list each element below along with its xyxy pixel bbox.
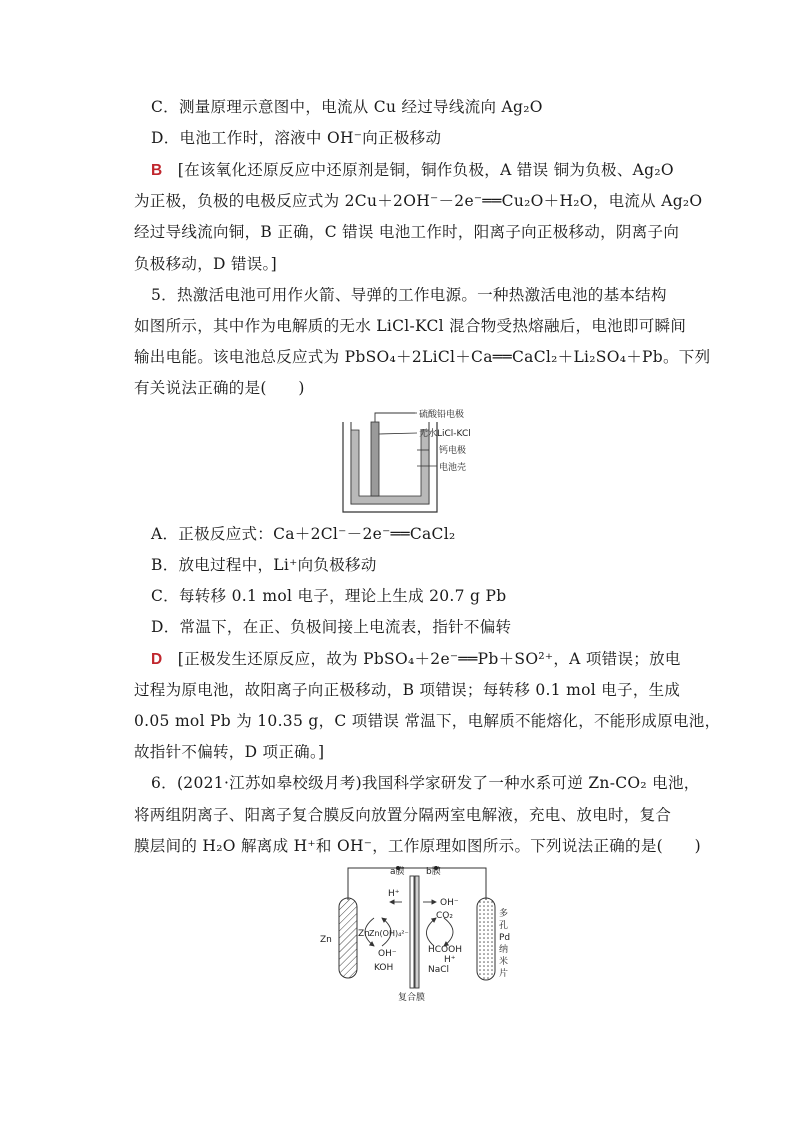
b-membrane [415, 876, 419, 988]
label-koh: KOH [374, 963, 394, 973]
label-b-membrane: b膜 [426, 867, 441, 877]
q5-answer-line-1 [151, 649, 681, 670]
q4-explanation-line: 为正极，负极的电极反应式为 2Cu＋2OH⁻－2e⁻══Cu₂O＋H₂O，电流从 Ag₂O [134, 192, 703, 210]
q5-explanation-line: 过程为原电池，故阳离子向正极移动，B 项错误；每转移 0.1 mol 电子，生成 [134, 681, 681, 699]
q4-explanation-line: [在该氧化还原反应中还原剂是铜，铜作负极，A 错误 铜为负极、Ag₂O [177, 161, 674, 179]
label-zn-pair: Zn [358, 929, 370, 939]
q4-explanation-line: 负极移动，D 错误。] [134, 255, 277, 273]
q4-answer-line-1 [151, 160, 674, 181]
electrode-lead-wire [375, 413, 415, 422]
q6-stem-line: 将两组阴离子、阳离子复合膜反向放置分隔两室电解液，充电、放电时，复合 [134, 806, 672, 824]
pd-electrode [477, 898, 495, 980]
q5-explanation-line: [正极发生还原反应，故为 PbSO₄＋2e⁻══Pb＋SO²⁺，A 项错误；放电 [177, 650, 681, 668]
q5-answer-letter: D [151, 651, 163, 668]
label-zincate: Zn(OH)₄²⁻ [369, 929, 409, 938]
label-zn: Zn [320, 935, 332, 945]
zn-electrode [339, 898, 357, 978]
label-pd-char: 米 [499, 957, 509, 967]
calcium-electrode [351, 430, 429, 504]
label-oh-minus-left: OH⁻ [378, 949, 397, 959]
q6-stem-line: 膜层间的 H₂O 解离成 H⁺和 OH⁻，工作原理如图所示。下列说法正确的是( ) [134, 837, 701, 855]
q5-explanation-line: 0.05 mol Pb 为 10.35 g，C 项错误 常温下，电解质不能熔化，不能形成原电池， [134, 712, 721, 730]
q5-stem-line: 有关说法正确的是( ) [134, 379, 305, 397]
label-pd-char: 多 [499, 909, 509, 919]
q5-option-a: A．正极反应式：Ca＋2Cl⁻－2e⁻══CaCl₂ [151, 525, 456, 543]
q4-answer-letter: B [151, 162, 163, 179]
label-battery-shell: 电池壳 [439, 463, 467, 473]
lead-sulfate-electrode [371, 422, 379, 496]
q5-stem-line: 输出电能。该电池总反应式为 PbSO₄＋2LiCl＋Ca══CaCl₂＋Li₂SO₄＋Pb。下列 [134, 348, 711, 366]
label-nacl: NaCl [428, 965, 450, 975]
label-pd-char: Pd [499, 933, 511, 943]
q5-option-b: B．放电过程中，Li⁺向负极移动 [151, 556, 377, 574]
label-pd-char: 孔 [499, 921, 509, 931]
q5-option-d: D．常温下，在正、负极间接上电流表，指针不偏转 [151, 618, 512, 636]
label-h-plus-right: H⁺ [444, 955, 456, 965]
q5-stem-line: 如图所示，其中作为电解质的无水 LiCl-KCl 混合物受热熔融后，电池即可瞬间 [134, 317, 687, 335]
a-membrane [410, 876, 414, 988]
q5-stem-line: 5．热激活电池可用作火箭、导弹的工作电源。一种热激活电池的基本结构 [151, 286, 667, 304]
label-pd-char: 纳 [499, 945, 509, 955]
thermal-battery-figure [337, 408, 517, 520]
q4-option-d: D．电池工作时，溶液中 OH⁻向正极移动 [151, 129, 442, 147]
q4-option-c: C．测量原理示意图中，电流从 Cu 经过导线流向 Ag₂O [151, 98, 543, 116]
label-oh-minus-right: OH⁻ [440, 898, 459, 908]
q5-explanation-line: 故指针不偏转，D 项正确。] [134, 743, 325, 761]
q6-stem-line: 6．(2021·江苏如皋校级月考)我国科学家研发了一种水系可逆 Zn-CO₂ 电池， [151, 774, 700, 792]
label-composite-membrane: 复合膜 [398, 993, 426, 1003]
label-co2: CO₂ [436, 911, 453, 921]
label-lead-sulfate-electrode: 硫酸铅电极 [419, 410, 465, 420]
zn-co2-battery-figure [318, 860, 518, 1005]
label-pd-char: 片 [499, 969, 509, 979]
q5-option-c: C．每转移 0.1 mol 电子，理论上生成 20.7 g Pb [151, 587, 507, 605]
label-calcium-electrode: 钙电极 [439, 446, 467, 456]
label-hcooh: HCOOH [428, 945, 462, 955]
label-a-membrane: a膜 [390, 867, 405, 877]
q4-explanation-line: 经过导线流向铜，B 正确，C 错误 电池工作时，阳离子向正极移动，阴离子向 [134, 223, 680, 241]
battery-shell-inner [351, 422, 429, 504]
label-h-plus-left: H⁺ [388, 889, 400, 899]
label-anhydrous-licl-kcl: 无水LiCl-KCl [419, 429, 471, 439]
